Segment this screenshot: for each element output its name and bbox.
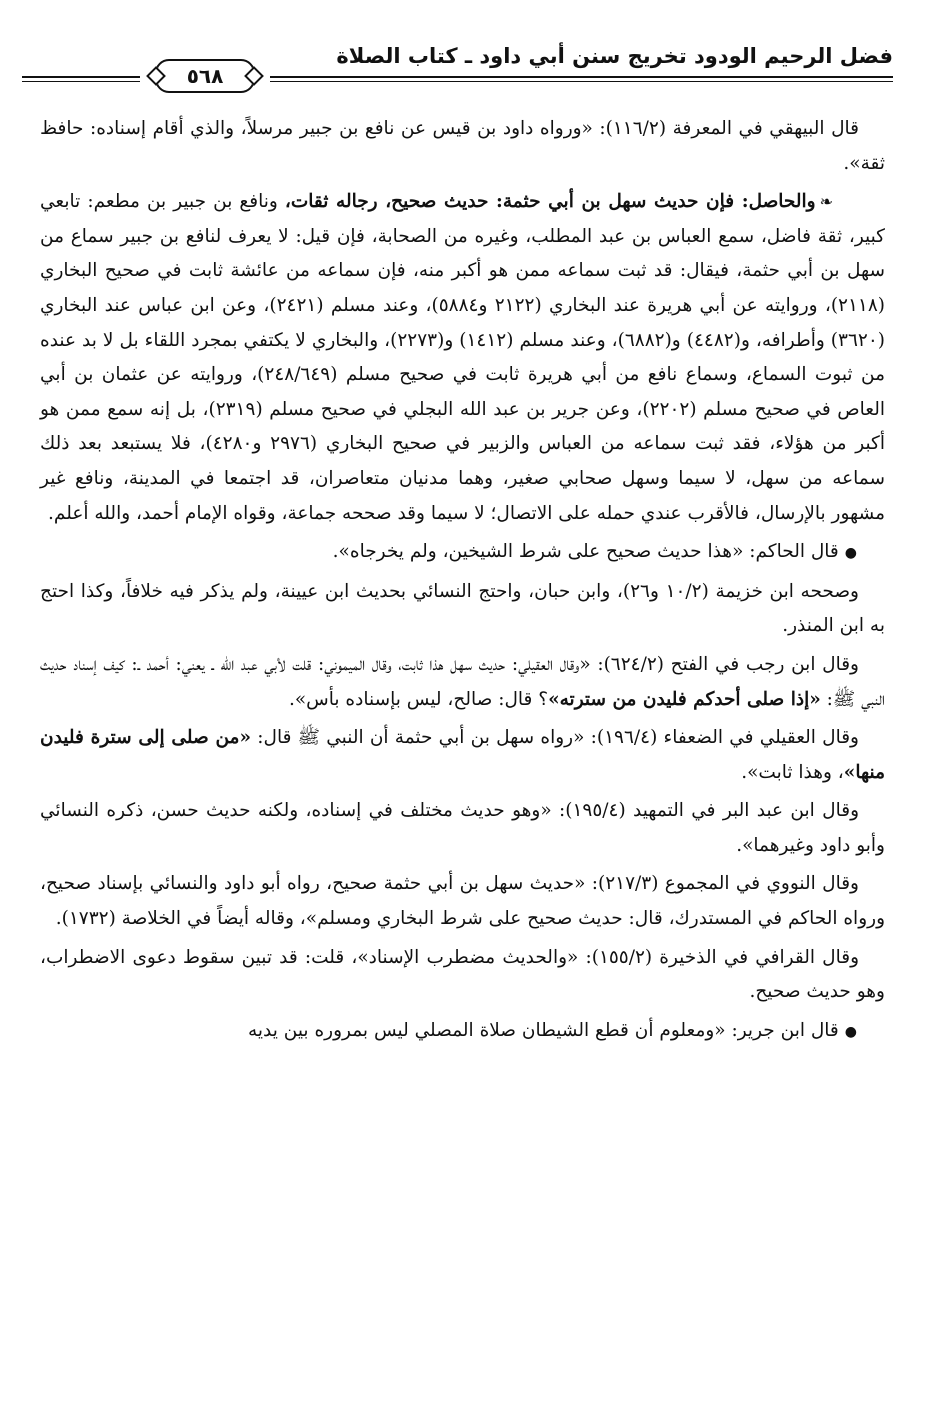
paragraph <box>40 867 885 936</box>
leaf-ornament-icon: ❧ <box>819 192 833 212</box>
paragraph <box>40 941 885 1010</box>
paragraph-text: وقال ابن رجب في الفتح (٦٢٤/٢): «وقال العقيلي: حديث سهل هذا ثابت، وقال الميموني: قلت لأبي عبد الله ـ يعني: أحمد ـ: كيف إسناد حديث النبي ﷺ: <box>40 653 885 710</box>
running-title: فضل الرحيم الودود تخريج سنن أبي داود ـ كتاب الصلاة <box>336 44 893 68</box>
paragraph-text: وقال النووي في المجموع (٢١٧/٣): «حديث سهل بن أبي حثمة صحيح، رواه أبو داود والنسائي بإسناد صحيح، ورواه الحاكم في المستدرك، قال: حديث صحيح على شرط البخاري ومسلم»، وقاله أيضاً في الخلاصة (١٧٣٢). <box>40 873 885 930</box>
bullet-icon: ● <box>844 545 857 562</box>
paragraph-text: وقال ابن عبد البر في التمهيد (١٩٥/٤): «وهو حديث مختلف في إسناده، ولكنه حديث حسن، ذكره النسائي وأبو داود وغيرهما». <box>40 800 885 856</box>
hadith-quote: «إذا صلى أحدكم فليدن من سترته» <box>548 688 821 710</box>
page-number: ٥٦٨ <box>155 59 255 93</box>
hadith-quote: «من صلى إلى سترة فليدن منها» <box>40 727 885 783</box>
paragraph-text: وقال العقيلي في الضعفاء (١٩٦/٤): «رواه سهل بن أبي حثمة أن النبي ﷺ قال: <box>251 727 859 749</box>
paragraph-text: قال الحاكم: «هذا حديث صحيح على شرط الشيخين، ولم يخرجاه». <box>332 541 839 563</box>
body-text <box>40 112 885 1382</box>
paragraph <box>40 575 885 644</box>
paragraph <box>40 721 885 790</box>
paragraph-text: قال ابن جرير: «ومعلوم أن قطع الشيطان صلاة المصلي ليس بمروره بين يديه <box>247 1019 839 1041</box>
conclusion-lead: والحاصل: فإن حديث سهل بن أبي حثمة: حديث صحيح، رجاله ثقات، <box>284 191 816 213</box>
paragraph <box>40 648 885 717</box>
paragraph-text: قال البيهقي في المعرفة (١١٦/٢): «ورواه داود بن قيس عن نافع بن جبير مرسلاً، والذي أقام إسناده: حافظ ثقة». <box>40 118 885 174</box>
bullet-paragraph <box>40 1014 885 1050</box>
bullet-icon: ● <box>844 1023 857 1040</box>
paragraph-text: وصححه ابن خزيمة (١٠/٢ و٢٦)، وابن حبان، واحتج النسائي بحديث ابن عيينة، ولم يذكر فيه خلافاً، وكذا احتج به ابن المنذر. <box>40 580 885 637</box>
bullet-paragraph <box>40 535 885 571</box>
paragraph <box>40 112 885 181</box>
paragraph-text: ونافع بن جبير بن مطعم: تابعي كبير، ثقة فاضل، سمع العباس بن عبد المطلب، وغيره من الصحابة، فإن قيل: لا يعرف لنافع بن جبير سماع من سهل بن أبي حثمة، فيقال: قد ثبت سماعه ممن هو أكبر منه، فإن سماعه من عائشة ثابت في صحيح البخاري (٢١١٨)، وروايته عن أبي هريرة عند البخاري (٢١٢٢ و٥٨٨٤)، وعند مسلم (٢٤٢١)، وعن ابن عباس عند البخاري (٣٦٢٠) وأطرافه، و(٤٤٨٢) و(٦٨٨٢)، وعند مسلم (١٤١٢) و(٢٢٧٣)، والبخاري لا يكتفي بمجرد اللقاء بل لا بد عنده من ثبوت السماع، وسماع نافع من أبي هريرة ثابت في صحيح مسلم (٢٤٨/٦٤٩)، وروايته عن عثمان بن أبي العاص في صحيح مسلم (٢٢٠٢)، وعن جرير بن عبد الله البجلي في صحيح مسلم (٢٣١٩)، بل إنه سمع ممن هو أكبر من هؤلاء، فقد ثبت سماعه من العباس والزبير في صحيح البخاري (٢٩٧٦ و٤٢٨٠)، فلا يستبعد بعد ذلك سماعه من سهل، لا سيما وسهل صحابي صغير، وهما مدنيان متعاصران، قد اجتمعا في المدينة، ونافع غير مشهور بالإرسال، فالأقرب عندي حمله على الاتصال؛ لا سيما وقد صححه جماعة، وقواه الإمام أحمد، والله أعلم. <box>40 191 886 524</box>
page-header <box>22 40 893 100</box>
paragraph-text: ؟ قال: صالح، ليس بإسناده بأس». <box>288 688 549 710</box>
paragraph-conclusion <box>40 185 885 531</box>
page-number-ornament <box>140 58 270 94</box>
paragraph-text: ، وهذا ثابت». <box>741 761 844 783</box>
paragraph-text: وقال القرافي في الذخيرة (١٥٥/٢): «والحديث مضطرب الإسناد»، قلت: قد تبين سقوط دعوى الاضطراب، وهو حديث صحيح. <box>40 946 885 1003</box>
paragraph <box>40 794 885 863</box>
